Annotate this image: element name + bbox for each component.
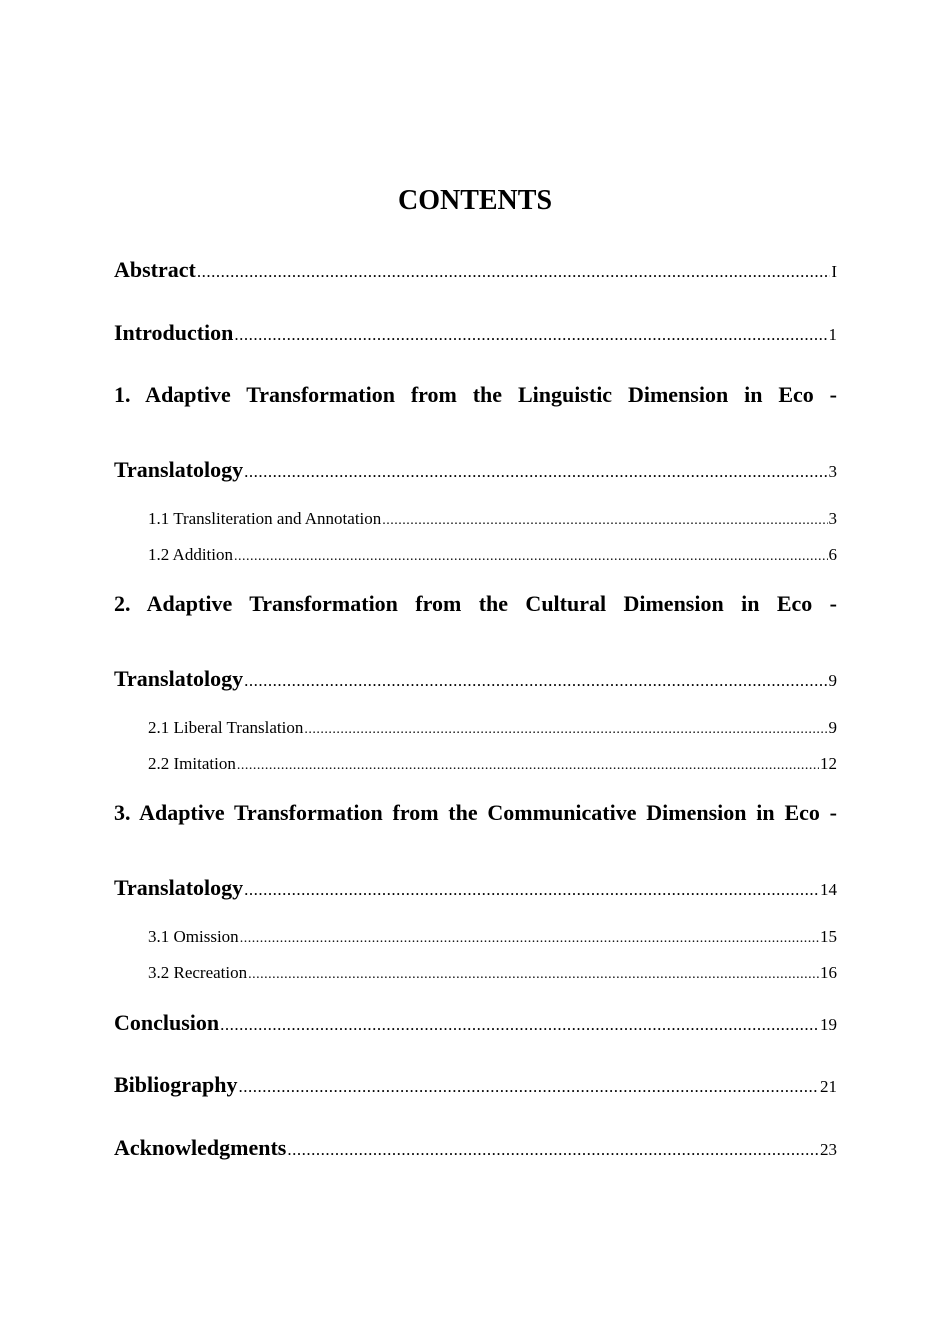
toc-label: Translatology (114, 666, 244, 691)
dot-leader (287, 1136, 819, 1164)
toc-entry-section-3-2[interactable] (148, 962, 837, 986)
toc-label: Acknowledgments (114, 1135, 287, 1160)
dot-leader (237, 755, 819, 777)
toc-page-number: 9 (828, 671, 837, 690)
toc-page-number: 23 (820, 1140, 837, 1159)
toc-entry-bibliography[interactable] (114, 1071, 837, 1101)
toc-chapter3-heading[interactable]: 3. Adaptive Transformation from the Communicative Dimension in Eco - (114, 800, 837, 825)
dot-leader (244, 458, 827, 486)
dot-leader (304, 719, 827, 741)
toc-label: 3.2 Recreation (148, 963, 248, 982)
dot-leader (244, 667, 827, 695)
dot-leader (234, 321, 827, 349)
dot-leader (234, 546, 827, 568)
toc-page-number: 16 (820, 963, 837, 982)
toc-label: 2.2 Imitation (148, 754, 236, 773)
dot-leader (238, 1073, 819, 1101)
toc-entry-acknowledgments[interactable] (114, 1134, 837, 1164)
toc-entry-section-1-2[interactable] (148, 544, 837, 568)
toc-entry-section-2-1[interactable] (148, 717, 837, 741)
toc-entry-introduction[interactable] (114, 319, 837, 349)
dot-leader (240, 928, 819, 950)
toc-label: 2.1 Liberal Translation (148, 718, 304, 737)
toc-chapter2-heading[interactable]: 2. Adaptive Transformation from the Cultural Dimension in Eco - (114, 591, 837, 616)
toc-page-number: 15 (820, 927, 837, 946)
toc-entry-abstract[interactable] (114, 256, 837, 286)
toc-label: Abstract (114, 257, 196, 282)
toc-label: Conclusion (114, 1010, 220, 1035)
toc-label: 1.1 Transliteration and Annotation (148, 509, 382, 528)
toc-label: Introduction (114, 320, 234, 345)
toc-entry-chapter2[interactable] (114, 665, 837, 695)
toc-label: Bibliography (114, 1072, 238, 1097)
toc-label: 3.1 Omission (148, 927, 239, 946)
toc-page-number: 9 (828, 718, 837, 737)
dot-leader (197, 258, 830, 286)
toc-page-number: 19 (820, 1015, 837, 1034)
page-title: CONTENTS (397, 185, 553, 216)
dot-leader (220, 1011, 819, 1039)
toc-entry-conclusion[interactable] (114, 1009, 837, 1039)
toc-page-number: 12 (820, 754, 837, 773)
toc-label: Translatology (114, 457, 244, 482)
toc-entry-section-1-1[interactable] (148, 508, 837, 532)
toc-entry-chapter1[interactable] (114, 456, 837, 486)
toc-page-number: I (831, 262, 837, 281)
toc-page-number: 3 (828, 509, 837, 528)
toc-entry-chapter3[interactable] (114, 874, 837, 904)
toc-page-number: 14 (820, 880, 837, 899)
dot-leader (248, 964, 819, 986)
toc-entry-section-3-1[interactable] (148, 926, 837, 950)
toc-label: Translatology (114, 875, 244, 900)
toc-page-number: 6 (828, 545, 837, 564)
toc-page-number: 3 (828, 462, 837, 481)
toc-label: 1.2 Addition (148, 545, 234, 564)
toc-page-number: 1 (828, 325, 837, 344)
toc-page-number: 21 (820, 1077, 837, 1096)
toc-chapter1-heading[interactable]: 1. Adaptive Transformation from the Linguistic Dimension in Eco - (114, 382, 837, 407)
toc-entry-section-2-2[interactable] (148, 753, 837, 777)
dot-leader (244, 876, 819, 904)
dot-leader (382, 510, 827, 532)
